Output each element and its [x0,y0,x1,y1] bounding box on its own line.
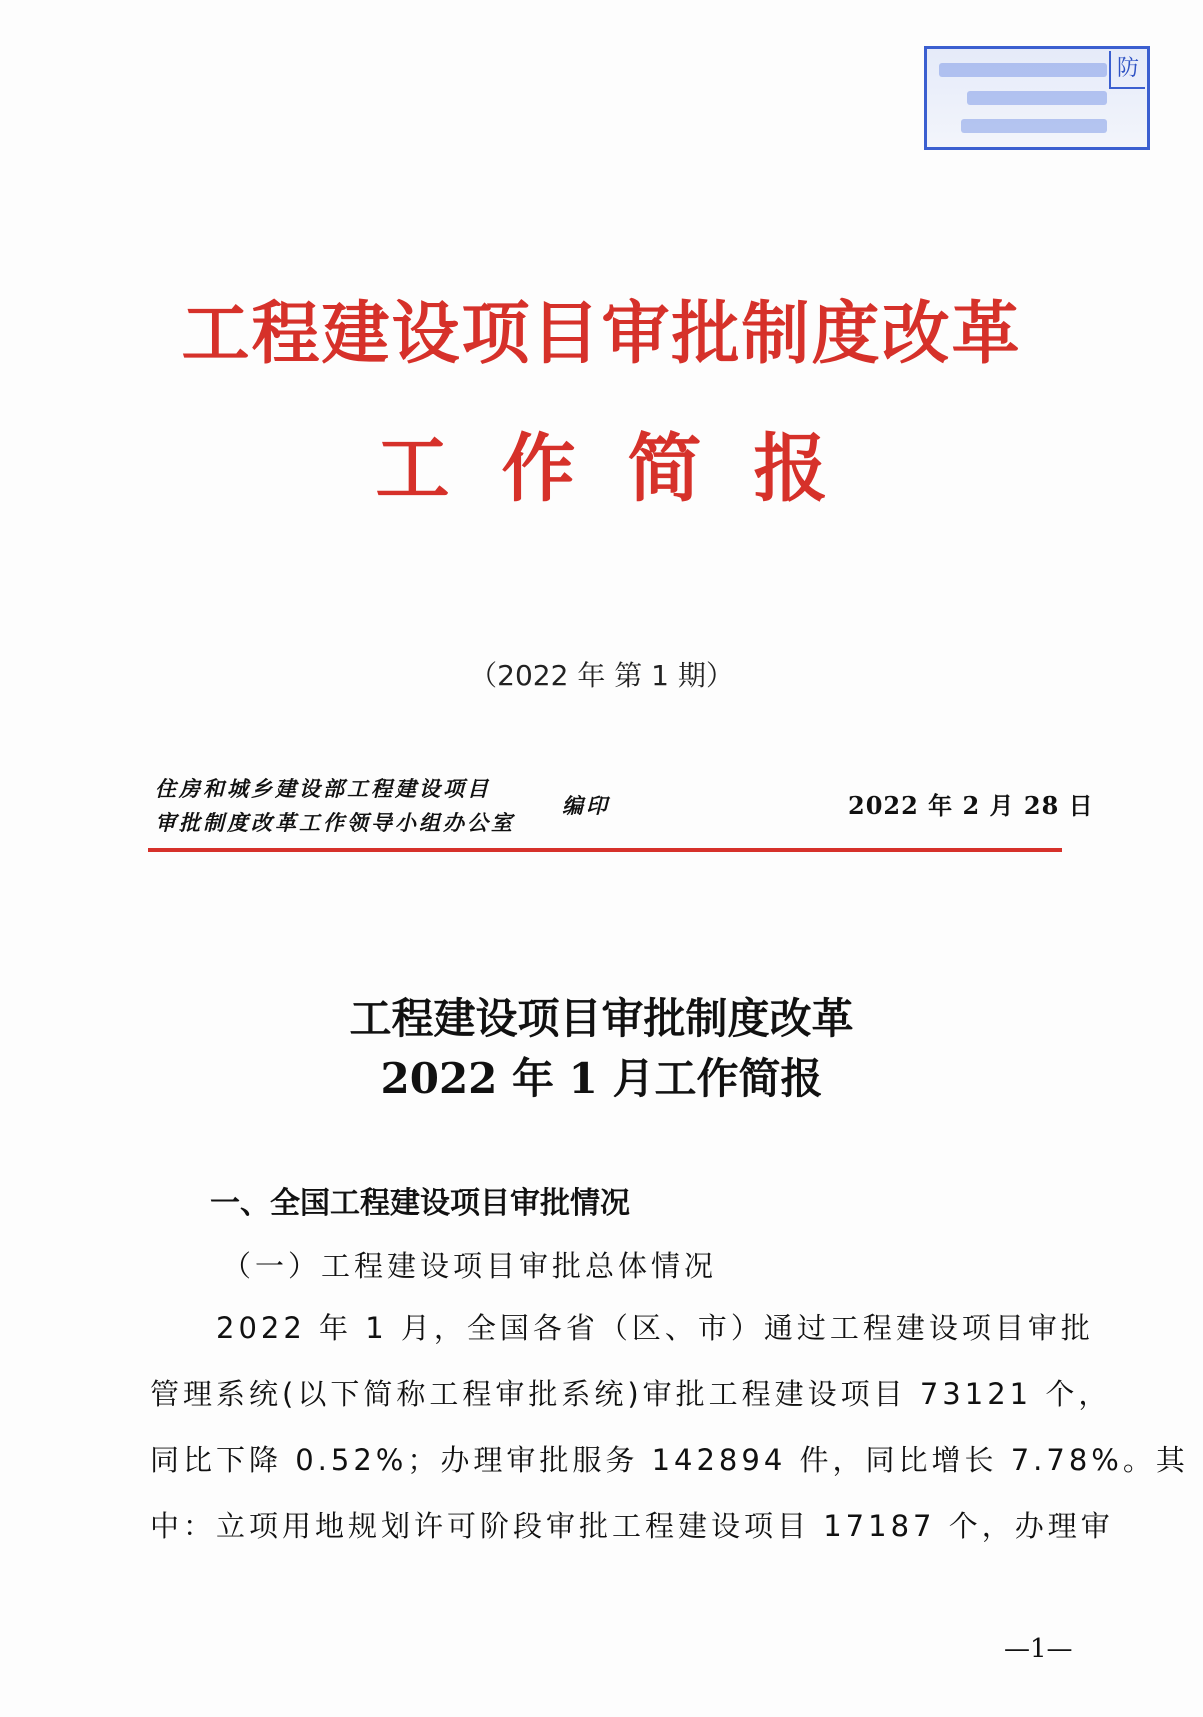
masthead-title: 工程建设项目审批制度改革 [181,295,1022,374]
issue-date: 2022 年 2 月 28 日 [848,791,1094,820]
editor-org-line-2: 审批制度改革工作领导小组办公室 [155,810,515,835]
document-title-line-2: 2022 年 1 月工作简报 [380,1054,823,1103]
masthead-subtitle: 工作简报 [375,426,880,512]
body-line: 2022 年 1 月，全国各省（区、市）通过工程建设项目审批 [216,1311,1094,1345]
stamp-text-row [967,91,1107,105]
red-divider [148,848,1062,852]
document-title-line-1: 工程建设项目审批制度改革 [349,994,854,1043]
stamp-text-row [939,63,1107,77]
section-subheading: （一）工程建设项目审批总体情况 [222,1249,718,1283]
editor-org-line-1: 住房和城乡建设部工程建设项目 [155,776,491,801]
body-line: 中：立项用地规划许可阶段审批工程建设项目 17187 个，办理审 [150,1509,1114,1543]
body-line: 同比下降 0.52%；办理审批服务 142894 件，同比增长 7.78%。其 [150,1443,1189,1477]
stamp-label: 防 [1109,51,1145,89]
stamp-text-row [961,119,1107,133]
editor-organization [155,772,515,840]
body-line: 管理系统(以下简称工程审批系统)审批工程建设项目 73121 个， [150,1377,1112,1411]
section-heading: 一、全国工程建设项目审批情况 [210,1186,630,1221]
issue-number: （2022 年 第 1 期） [469,659,734,692]
receipt-stamp [924,46,1150,150]
editor-action: 编印 [562,793,610,818]
page-number: —1— [1004,1634,1073,1664]
